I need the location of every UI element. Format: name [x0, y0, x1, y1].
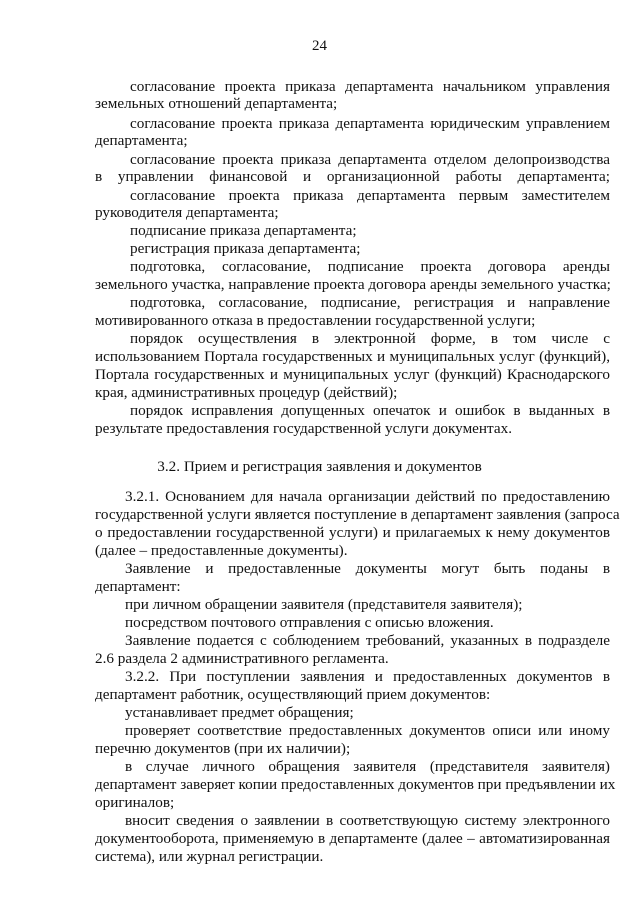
- text-line: система), или журнал регистрации.: [95, 848, 324, 865]
- text-line: Заявление и предоставленные документы могут быть поданы в: [125, 560, 610, 577]
- text-line: департамента;: [95, 132, 188, 149]
- text-line: перечню документов (при их наличии);: [95, 740, 351, 757]
- text-line: порядок осуществления в электронной форме, в том числе с: [130, 330, 610, 347]
- text-line: использованием Портала государственных и муниципальных услуг (функций),: [95, 348, 610, 365]
- text-line: устанавливает предмет обращения;: [125, 704, 354, 721]
- text-line: вносит сведения о заявлении в соответствующую систему электронного: [125, 812, 610, 829]
- text-line: согласование проекта приказа департамента отделом делопроизводства: [130, 151, 610, 168]
- page-number: 24: [312, 38, 327, 54]
- text-line: департамент работник, осуществляющий прием документов:: [95, 686, 491, 703]
- text-line: в случае личного обращения заявителя (представителя заявителя): [125, 758, 610, 775]
- text-line: мотивированного отказа в предоставлении государственной услуги;: [95, 312, 536, 329]
- text-line: порядок исправления допущенных опечаток и ошибок в выданных в: [130, 402, 610, 419]
- text-line: согласование проекта приказа департамента начальником управления: [130, 78, 610, 95]
- text-line: департамент:: [95, 578, 181, 595]
- text-line: Заявление подается с соблюдением требований, указанных в подразделе: [125, 632, 610, 649]
- text-line: регистрация приказа департамента;: [130, 240, 361, 257]
- text-line: при личном обращении заявителя (представителя заявителя);: [125, 596, 523, 613]
- text-line: Портала государственных и муниципальных услуг (функций) Краснодарского: [95, 366, 610, 383]
- text-line: согласование проекта приказа департамента юридическим управлением: [130, 115, 610, 132]
- text-line: подготовка, согласование, подписание проекта договора аренды: [130, 258, 610, 275]
- text-line: руководителя департамента;: [95, 204, 279, 221]
- text-line: земельного участка, направление проекта договора аренды земельного участка;: [95, 276, 611, 293]
- text-line: земельных отношений департамента;: [95, 95, 338, 112]
- text-line: 3.2.1. Основанием для начала организации действий по предоставлению: [125, 488, 610, 505]
- text-line: (далее – предоставленные документы).: [95, 542, 348, 559]
- text-line: о предоставлении государственной услуги) и прилагаемых к нему документов: [95, 524, 610, 541]
- text-line: государственной услуги является поступление в департамент заявления (запроса: [95, 506, 620, 523]
- text-line: результате предоставления государственной услуги документах.: [95, 420, 513, 437]
- text-line: согласование проекта приказа департамента первым заместителем: [130, 187, 610, 204]
- text-line: посредством почтового отправления с описью вложения.: [125, 614, 494, 631]
- text-line: проверяет соответствие предоставленных документов описи или иному: [125, 722, 610, 739]
- section-heading: 3.2. Прием и регистрация заявления и документов: [157, 458, 482, 475]
- text-line: 3.2.2. При поступлении заявления и предоставленных документов в: [125, 668, 610, 685]
- text-line: в управлении финансовой и организационной работы департамента;: [95, 168, 610, 185]
- text-line: 2.6 раздела 2 административного регламента.: [95, 650, 389, 667]
- text-line: подписание приказа департамента;: [130, 222, 357, 239]
- text-line: документооборота, применяемую в департаменте (далее – автоматизированная: [95, 830, 610, 847]
- text-line: оригиналов;: [95, 794, 175, 811]
- text-line: подготовка, согласование, подписание, регистрация и направление: [130, 294, 610, 311]
- text-line: департамент заверяет копии предоставленных документов при предъявлении их: [95, 776, 616, 793]
- text-line: края, административных процедур (действий);: [95, 384, 398, 401]
